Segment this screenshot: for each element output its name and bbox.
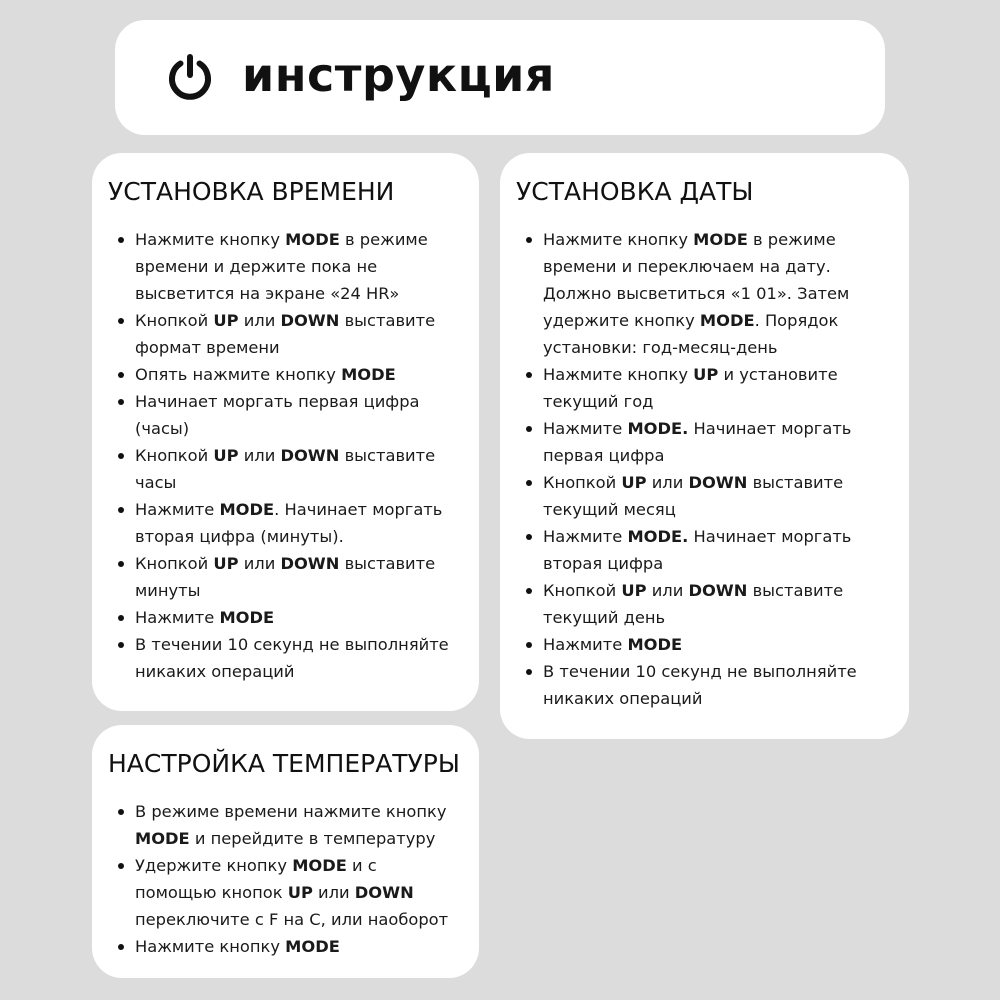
instruction-text: Удержите кнопку [135, 856, 293, 875]
instruction-text: или [646, 473, 689, 492]
instruction-item [135, 852, 471, 933]
button-name: MODE [219, 608, 275, 627]
instruction-item [543, 577, 901, 631]
instruction-text: . Порядок [754, 311, 839, 330]
button-name: MODE [135, 829, 190, 848]
instruction-text: В режиме времени нажмите кнопку [135, 802, 447, 821]
button-name: DOWN [688, 473, 748, 492]
button-name: MODE. [627, 527, 689, 546]
instruction-text: В течении 10 секунд не выполняйте [135, 635, 449, 654]
section-card-date [500, 153, 909, 739]
button-name: UP [213, 446, 239, 465]
instruction-text: помощью кнопок [135, 883, 288, 902]
instruction-text: Должно высветиться «1 01». Затем [543, 284, 850, 303]
button-name: DOWN [280, 311, 340, 330]
page-title: инструкция [242, 48, 555, 102]
button-name: MODE. [627, 419, 689, 438]
button-name: MODE [627, 635, 683, 654]
instruction-text: Нажмите кнопку [543, 365, 694, 384]
button-name: MODE [219, 500, 275, 519]
button-name: UP [213, 554, 239, 573]
instruction-item [135, 442, 471, 496]
header-card [115, 20, 885, 135]
instruction-item [135, 933, 471, 960]
section-card-temperature [92, 725, 479, 978]
instruction-text: минуты [135, 581, 201, 600]
instruction-text: или [238, 311, 281, 330]
section-title: НАСТРОЙКА ТЕМПЕРАТУРЫ [108, 749, 460, 778]
instruction-item [135, 604, 471, 631]
button-name: MODE [693, 230, 748, 249]
instruction-item [135, 550, 471, 604]
instruction-item [543, 415, 901, 469]
instruction-text: Нажмите [543, 635, 628, 654]
instruction-text: Нажмите кнопку [543, 230, 694, 249]
instruction-text: Нажмите кнопку [135, 230, 286, 249]
instruction-text: времени и держите пока не [135, 257, 378, 276]
instruction-text: высветится на экране «24 HR» [135, 284, 400, 303]
section-title: УСТАНОВКА ВРЕМЕНИ [108, 177, 395, 206]
instruction-item [135, 226, 471, 307]
button-name: UP [621, 581, 647, 600]
instruction-text: и перейдите в температуру [189, 829, 436, 848]
instruction-item [543, 523, 901, 577]
power-icon [165, 53, 215, 103]
instruction-list [135, 226, 471, 685]
instruction-item [135, 798, 471, 852]
instruction-item [135, 361, 471, 388]
instruction-text: или [646, 581, 689, 600]
instruction-text: времени и переключаем на дату. [543, 257, 831, 276]
instruction-item [135, 307, 471, 361]
instruction-text: Начинает моргать первая цифра [135, 392, 420, 411]
instruction-text: выставите [339, 311, 436, 330]
button-name: MODE [699, 311, 755, 330]
instruction-item [543, 469, 901, 523]
instruction-text: Начинает моргать [688, 419, 852, 438]
button-name: DOWN [280, 554, 340, 573]
instruction-list [543, 226, 901, 712]
instruction-item [135, 496, 471, 550]
button-name: MODE [292, 856, 347, 875]
button-name: MODE [341, 365, 396, 384]
instruction-text: первая цифра [543, 446, 665, 465]
instruction-text: часы [135, 473, 177, 492]
instruction-text: Нажмите [135, 608, 220, 627]
button-name: MODE [285, 230, 340, 249]
button-name: UP [693, 365, 719, 384]
instruction-item [543, 361, 901, 415]
instruction-text: или [238, 554, 281, 573]
instruction-item [543, 631, 901, 658]
instruction-text: Кнопкой [543, 581, 622, 600]
instruction-text: установки: год-месяц-день [543, 338, 778, 357]
instruction-text: выставите [747, 473, 844, 492]
instruction-text: В течении 10 секунд не выполняйте [543, 662, 857, 681]
instruction-text: текущий месяц [543, 500, 676, 519]
instruction-text: Кнопкой [135, 446, 214, 465]
instruction-text: текущий год [543, 392, 654, 411]
instruction-text: выставите [747, 581, 844, 600]
instruction-item [135, 631, 471, 685]
instruction-text: Опять нажмите кнопку [135, 365, 342, 384]
button-name: UP [213, 311, 239, 330]
instruction-text: Начинает моргать [688, 527, 852, 546]
section-card-time [92, 153, 479, 711]
button-name: UP [287, 883, 313, 902]
button-name: DOWN [688, 581, 748, 600]
instruction-text: . Начинает моргать [274, 500, 443, 519]
button-name: MODE [285, 937, 340, 956]
instruction-item [135, 388, 471, 442]
instruction-text: Кнопкой [543, 473, 622, 492]
instruction-text: Кнопкой [135, 311, 214, 330]
instruction-text: выставите [339, 554, 436, 573]
instruction-text: в режиме [339, 230, 428, 249]
instruction-text: Нажмите кнопку [135, 937, 286, 956]
instruction-text: вторая цифра [543, 554, 664, 573]
instruction-text: текущий день [543, 608, 666, 627]
instruction-text: Кнопкой [135, 554, 214, 573]
instruction-text: никаких операций [543, 689, 703, 708]
instruction-text: переключите с F на C, или наоборот [135, 910, 449, 929]
section-title: УСТАНОВКА ДАТЫ [516, 177, 754, 206]
instruction-text: Нажмите [135, 500, 220, 519]
button-name: UP [621, 473, 647, 492]
instruction-text: никаких операций [135, 662, 295, 681]
button-name: DOWN [280, 446, 340, 465]
instruction-item [543, 226, 901, 361]
instruction-text: выставите [339, 446, 436, 465]
instruction-text: или [238, 446, 281, 465]
button-name: DOWN [354, 883, 414, 902]
instruction-text: или [312, 883, 355, 902]
instruction-list [135, 798, 471, 960]
instruction-text: формат времени [135, 338, 280, 357]
instruction-text: Нажмите [543, 419, 628, 438]
instruction-text: в режиме [747, 230, 836, 249]
instruction-text: и с [346, 856, 377, 875]
instruction-text: вторая цифра (минуты). [135, 527, 344, 546]
instruction-text: (часы) [135, 419, 190, 438]
instruction-text: Нажмите [543, 527, 628, 546]
instruction-text: удержите кнопку [543, 311, 700, 330]
instruction-item [543, 658, 901, 712]
instruction-text: и установите [718, 365, 838, 384]
